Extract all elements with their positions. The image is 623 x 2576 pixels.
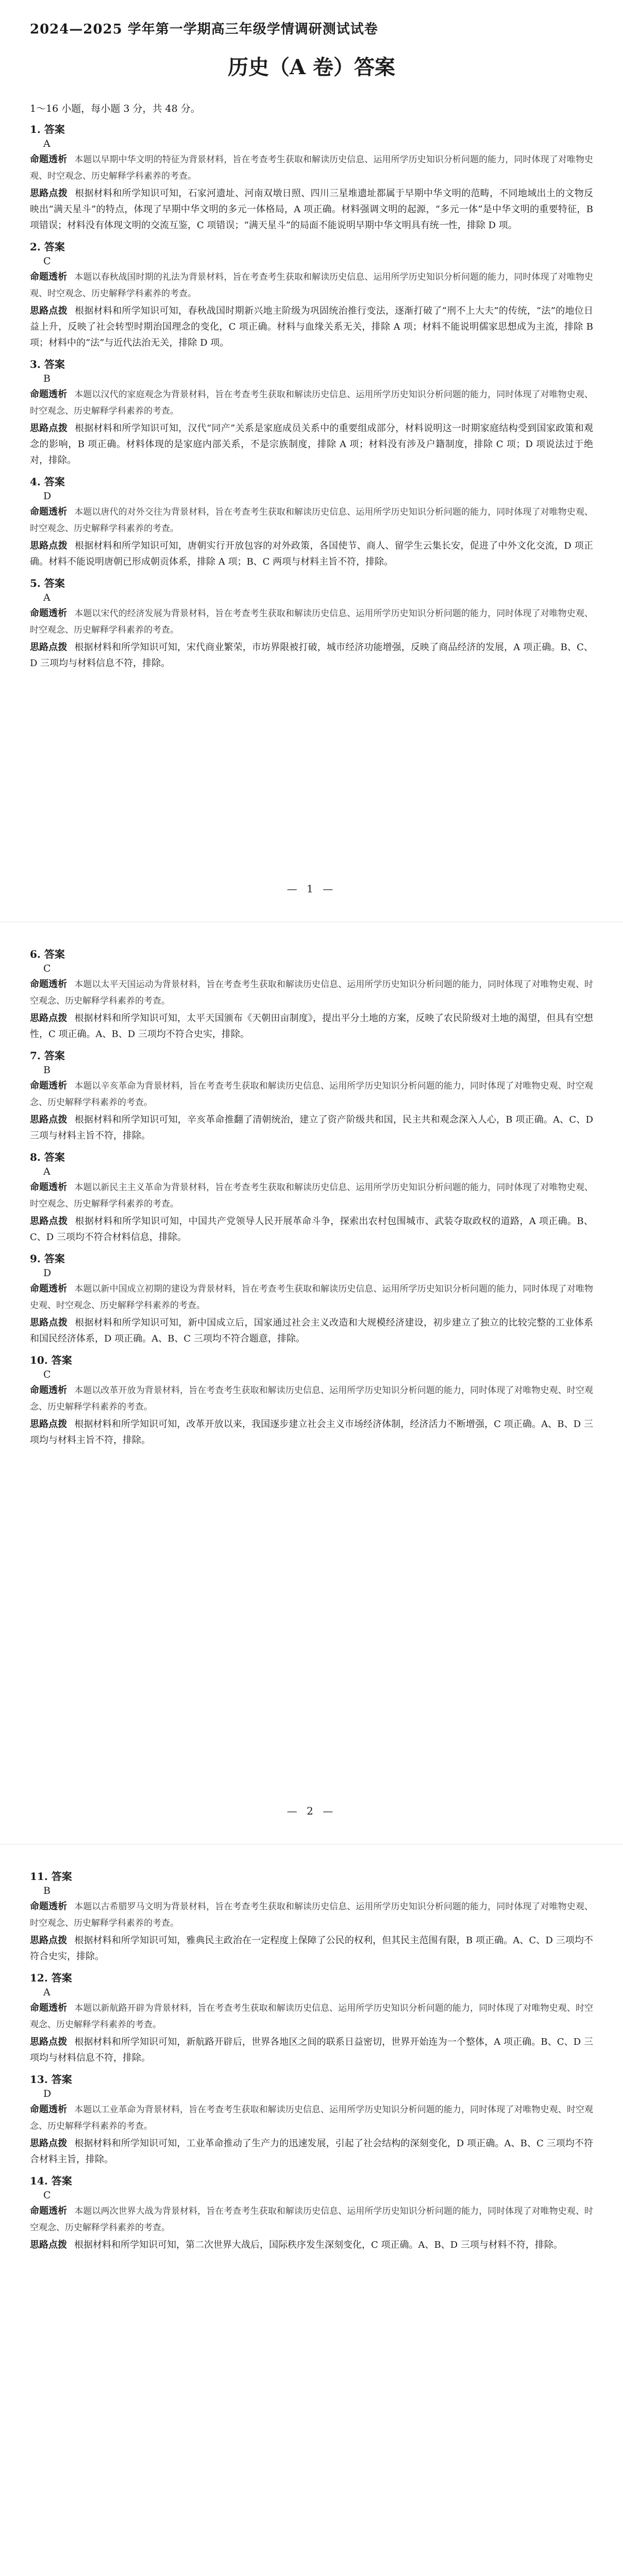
explanation-label: 命题透析 — [30, 506, 68, 517]
answer-choice: A — [43, 592, 50, 603]
explanation-paragraph — [30, 1112, 593, 1144]
explanation-label: 命题透析 — [30, 2104, 68, 2115]
explanation-text: 根据材料和所学知识可知，改革开放以来，我国逐步建立社会主义市场经济体制，经济活力不断增强，C 项正确。A、B、D 三项均与材料主旨不符，排除。 — [30, 1419, 594, 1446]
answer-item — [30, 1868, 593, 1964]
answer-item — [30, 1970, 593, 2066]
page-number: — 1 — — [287, 883, 336, 895]
explanation-label: 思路点拨 — [30, 540, 68, 551]
answer-choice: D — [43, 1267, 52, 1279]
answer-choice: B — [43, 1885, 50, 1896]
question-number: 1. 答案 — [30, 123, 65, 135]
explanation-paragraph — [30, 303, 593, 351]
question-number: 13. 答案 — [30, 2073, 72, 2086]
answer-item — [30, 356, 593, 468]
explanation-text: 本题以新航路开辟为背景材料，旨在考查考生获取和解读历史信息、运用所学历史知识分析问题的能力，同时体现了对唯物史观、时空观念、历史解释学科素养的考查。 — [30, 2003, 594, 2030]
explanation-paragraph — [30, 605, 593, 638]
explanation-label: 命题透析 — [30, 1080, 68, 1091]
explanation-text: 本题以古希腊罗马文明为背景材料，旨在考查考生获取和解读历史信息、运用所学历史知识分析问题的能力，同时体现了对唯物史观、时空观念、历史解释学科素养的考查。 — [30, 1902, 594, 1928]
answer-choice: A — [43, 138, 50, 149]
explanation-paragraph — [30, 538, 593, 570]
explanation-paragraph — [30, 1281, 593, 1314]
explanation-text: 根据材料和所学知识可知，雅典民主政治在一定程度上保障了公民的权利，但其民主范围有限，B 项正确。A、C、D 三项均不符合史实，排除。 — [30, 1935, 594, 1962]
explanation-text: 本题以早期中华文明的特征为背景材料，旨在考查考生获取和解读历史信息、运用所学历史知识分析问题的能力，同时体现了对唯物史观、时空观念、历史解释学科素养的考查。 — [30, 155, 594, 181]
answer-choice: D — [43, 490, 52, 502]
explanation-label: 思路点拨 — [30, 642, 68, 653]
explanation-label: 命题透析 — [30, 1385, 68, 1396]
document-page — [0, 0, 623, 922]
explanation-label: 思路点拨 — [30, 2240, 67, 2250]
explanation-label: 思路点拨 — [30, 306, 68, 316]
explanation-label: 命题透析 — [30, 608, 68, 619]
explanation-text: 根据材料和所学知识可知，第二次世界大战后，国际秩序发生深刻变化，C 项正确。A、B、D 三项与材料不符，排除。 — [74, 2240, 563, 2250]
explanation-paragraph — [30, 1315, 593, 1347]
explanation-label: 思路点拨 — [30, 2037, 68, 2047]
explanation-label: 命题透析 — [30, 389, 68, 400]
explanation-paragraph — [30, 2203, 593, 2236]
explanation-label: 命题透析 — [30, 1283, 68, 1294]
explanation-text: 根据材料和所学知识可知，新航路开辟后，世界各地区之间的联系日益密切，世界开始连为一个整体，A 项正确。B、C、D 三项均与材料信息不符，排除。 — [30, 2037, 594, 2063]
explanation-text: 本题以春秋战国时期的礼法为背景材料，旨在考查考生获取和解读历史信息、运用所学历史知识分析问题的能力，同时体现了对唯物史观、时空观念、历史解释学科素养的考查。 — [30, 272, 594, 299]
explanation-paragraph — [30, 2034, 593, 2066]
explanation-label: 思路点拨 — [30, 2138, 68, 2149]
answer-choice: C — [43, 2190, 51, 2201]
explanation-paragraph — [30, 1899, 593, 1931]
answer-item — [30, 946, 593, 1042]
explanation-text: 根据材料和所学知识可知，中国共产党领导人民开展革命斗争，探索出农村包围城市、武装夺取政权的道路，A 项正确。B、C、D 三项均不符合材料信息，排除。 — [30, 1216, 593, 1243]
explanation-text: 本题以汉代的家庭观念为背景材料，旨在考查考生获取和解读历史信息、运用所学历史知识分析问题的能力，同时体现了对唯物史观、时空观念、历史解释学科素养的考查。 — [30, 389, 594, 416]
explanation-text: 本题以新民主主义革命为背景材料，旨在考查考生获取和解读历史信息、运用所学历史知识分析问题的能力，同时体现了对唯物史观、时空观念、历史解释学科素养的考查。 — [30, 1182, 594, 1209]
explanation-text: 根据材料和所学知识可知，新中国成立后，国家通过社会主义改造和大规模经济建设，初步建立了独立的比较完整的工业体系和国民经济体系，D 项正确。A、B、C 三项均不符合题意，排除。 — [30, 1317, 594, 1344]
answer-item — [30, 239, 593, 351]
explanation-paragraph — [30, 2102, 593, 2134]
document-title: 历史（A 卷）答案 — [228, 55, 395, 79]
document-page — [0, 922, 623, 1844]
answer-choice: A — [43, 1166, 50, 1177]
explanation-paragraph — [30, 1416, 593, 1448]
question-number: 7. 答案 — [30, 1049, 65, 1062]
document-header: 2024—2025 学年第一学期高三年级学情调研测试试卷 — [30, 22, 378, 37]
answer-item — [30, 1149, 593, 1245]
explanation-label: 思路点拨 — [30, 1935, 68, 1946]
answer-choice: C — [43, 256, 51, 267]
explanation-text: 根据材料和所学知识可知，唐朝实行开放包容的对外政策，各国使节、商人、留学生云集长安，促进了中外文化交流，D 项正确。材料不能说明唐朝已形成朝贡体系，排除 A 项；B、C 两项与材料主旨不符，排除。 — [30, 540, 593, 567]
explanation-label: 思路点拨 — [30, 1013, 68, 1024]
answer-item — [30, 121, 593, 233]
explanation-label: 思路点拨 — [30, 1216, 68, 1227]
answer-choice: C — [43, 1369, 51, 1380]
section-instructions: 1～16 小题，每小题 3 分，共 48 分。 — [30, 103, 200, 114]
answer-choice: B — [43, 1064, 50, 1076]
question-number: 11. 答案 — [30, 1870, 72, 1883]
explanation-label: 命题透析 — [30, 272, 68, 282]
explanation-paragraph — [30, 1078, 593, 1111]
answer-item — [30, 2173, 593, 2253]
explanation-paragraph — [30, 1010, 593, 1042]
explanation-text: 根据材料和所学知识可知，春秋战国时期新兴地主阶级为巩固统治推行变法，逐渐打破了“刑不上大夫”的传统，“法”的地位日益上升，反映了社会转型时期治国理念的变化，C 项正确。材料与血缘关系无关，排除 A 项；材料不能说明儒家思想成为主流，排除 B 项；材料中的“法”与近代法治无关，排除 D 项。 — [30, 306, 594, 348]
explanation-text: 本题以太平天国运动为背景材料，旨在考查考生获取和解读历史信息、运用所学历史知识分析问题的能力，同时体现了对唯物史观、时空观念、历史解释学科素养的考查。 — [30, 979, 594, 1006]
explanation-label: 命题透析 — [30, 2206, 68, 2216]
answer-item — [30, 575, 593, 671]
answer-choice: B — [43, 373, 50, 384]
question-number: 10. 答案 — [30, 1354, 72, 1366]
explanation-paragraph — [30, 2136, 593, 2167]
answer-item — [30, 1047, 593, 1144]
question-number: 12. 答案 — [30, 1972, 72, 1984]
explanation-label: 命题透析 — [30, 154, 68, 165]
explanation-label: 思路点拨 — [30, 188, 68, 199]
explanation-text: 根据材料和所学知识可知，石家河遗址、河南双墩日照、四川三星堆遗址都属于早期中华文明的范畴，不同地域出土的文物反映出“满天星斗”的特点，体现了早期中华文明的多元一体格局，A 项正确。材料强调文明的起源，“多元一体”是中华文明的重要特征，B 项错误；材料没有体现文明的交流互鉴，C 项错误；“满天星斗”的局面不能说明早期中华文明具有统一性，排除 D 项。 — [30, 188, 594, 231]
explanation-paragraph — [30, 420, 593, 468]
question-number: 3. 答案 — [30, 358, 65, 370]
explanation-text: 根据材料和所学知识可知，太平天国颁布《天朝田亩制度》，提出平分土地的方案，反映了农民阶级对土地的渴望，但具有空想性，C 项正确。A、B、D 三项均不符合史实，排除。 — [30, 1013, 593, 1040]
explanation-label: 思路点拨 — [30, 1317, 68, 1328]
explanation-text: 根据材料和所学知识可知，汉代“同产”关系是家庭成员关系中的重要组成部分，材料说明这一时期家庭结构受到国家政策和观念的影响，B 项正确。材料体现的是家庭内部关系，不是宗族制度，排除 A 项；材料没有涉及户籍制度，排除 C 项；D 项说法过于绝对，排除。 — [30, 423, 593, 466]
explanation-label: 思路点拨 — [30, 1114, 68, 1125]
explanation-paragraph — [30, 1933, 593, 1964]
answer-item — [30, 473, 593, 570]
explanation-paragraph — [30, 1179, 593, 1212]
explanation-text: 本题以两次世界大战为背景材料，旨在考查考生获取和解读历史信息、运用所学历史知识分析问题的能力，同时体现了对唯物史观、时空观念、历史解释学科素养的考查。 — [30, 2206, 594, 2233]
explanation-paragraph — [30, 504, 593, 537]
answer-item — [30, 2071, 593, 2167]
explanation-paragraph — [30, 151, 593, 184]
answer-item — [30, 1250, 593, 1347]
explanation-text: 根据材料和所学知识可知，辛亥革命推翻了清朝统治，建立了资产阶级共和国，民主共和观念深入人心，B 项正确。A、C、D 三项与材料主旨不符，排除。 — [30, 1114, 594, 1141]
explanation-paragraph — [30, 1213, 593, 1245]
answer-item — [30, 1352, 593, 1448]
question-number: 9. 答案 — [30, 1252, 65, 1265]
explanation-paragraph — [30, 1382, 593, 1415]
explanation-paragraph — [30, 185, 593, 233]
explanation-text: 本题以宋代的经济发展为背景材料，旨在考查考生获取和解读历史信息、运用所学历史知识分析问题的能力，同时体现了对唯物史观、时空观念、历史解释学科素养的考查。 — [30, 608, 594, 635]
document-page — [0, 1844, 623, 2576]
explanation-text: 本题以工业革命为背景材料，旨在考查考生获取和解读历史信息、运用所学历史知识分析问题的能力，同时体现了对唯物史观、时空观念、历史解释学科素养的考查。 — [30, 2105, 594, 2131]
explanation-label: 思路点拨 — [30, 423, 68, 434]
explanation-label: 命题透析 — [30, 1901, 68, 1912]
answer-choice: C — [43, 963, 51, 974]
question-number: 8. 答案 — [30, 1151, 65, 1163]
question-number: 5. 答案 — [30, 577, 65, 589]
explanation-paragraph — [30, 2000, 593, 2033]
explanation-text: 根据材料和所学知识可知，工业革命推动了生产力的迅速发展，引起了社会结构的深刻变化，D 项正确。A、B、C 三项均不符合材料主旨，排除。 — [30, 2138, 594, 2165]
explanation-label: 命题透析 — [30, 2003, 68, 2013]
explanation-text: 根据材料和所学知识可知，宋代商业繁荣，市坊界限被打破，城市经济功能增强，反映了商品经济的发展，A 项正确。B、C、D 三项均与材料信息不符，排除。 — [30, 642, 594, 669]
explanation-text: 本题以新中国成立初期的建设为背景材料，旨在考查考生获取和解读历史信息、运用所学历史知识分析问题的能力，同时体现了对唯物史观、时空观念、历史解释学科素养的考查。 — [30, 1284, 594, 1311]
question-number: 2. 答案 — [30, 241, 65, 253]
explanation-paragraph — [30, 269, 593, 302]
explanation-paragraph — [30, 639, 593, 671]
answer-choice: D — [43, 2088, 52, 2099]
question-number: 4. 答案 — [30, 476, 65, 488]
answer-choice: A — [43, 1987, 50, 1998]
question-number: 14. 答案 — [30, 2175, 72, 2187]
explanation-label: 命题透析 — [30, 979, 68, 990]
explanation-label: 命题透析 — [30, 1182, 68, 1193]
explanation-paragraph — [30, 386, 593, 419]
explanation-label: 思路点拨 — [30, 1419, 68, 1430]
explanation-text: 本题以唐代的对外交往为背景材料，旨在考查考生获取和解读历史信息、运用所学历史知识分析问题的能力，同时体现了对唯物史观、时空观念、历史解释学科素养的考查。 — [30, 507, 594, 534]
page-number: — 2 — — [287, 1805, 336, 1817]
explanation-paragraph — [30, 976, 593, 1009]
explanation-paragraph — [30, 2237, 593, 2253]
explanation-text: 本题以改革开放为背景材料，旨在考查考生获取和解读历史信息、运用所学历史知识分析问题的能力，同时体现了对唯物史观、时空观念、历史解释学科素养的考查。 — [30, 1385, 594, 1412]
question-number: 6. 答案 — [30, 948, 65, 960]
explanation-text: 本题以辛亥革命为背景材料，旨在考查考生获取和解读历史信息、运用所学历史知识分析问题的能力，同时体现了对唯物史观、时空观念、历史解释学科素养的考查。 — [30, 1081, 594, 1108]
